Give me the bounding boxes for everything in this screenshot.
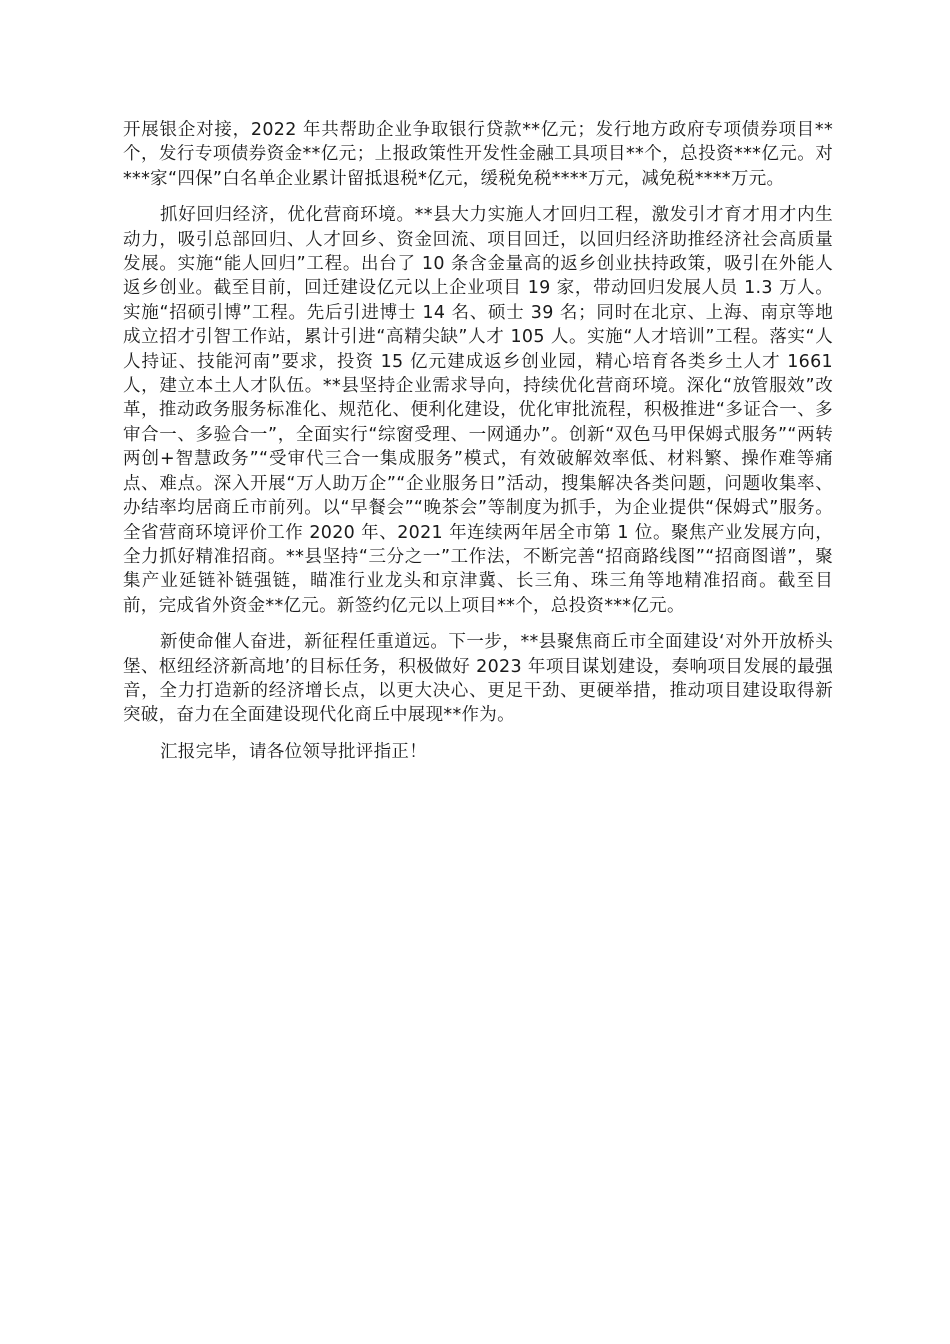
paragraph-next-steps: 新使命催人奋进，新征程任重道远。下一步，**县聚焦商丘市全面建设‘对外开放桥头堡、枢纽经济新高地’的目标任务，积极做好 2023 年项目谋划建设，奏响项目发展的最强音，全力打造新的经济增长点，以更大决心、更足干劲、更硬举措，推动项目建设取得新突破，奋力在全面建设现代化商丘中展现**作为。	[123, 632, 833, 726]
paragraph-returning-economy: 抓好回归经济，优化营商环境。**县大力实施人才回归工程，激发引才育才用才内生动力，吸引总部回归、人才回乡、资金回流、项目回迁，以回归经济助推经济社会高质量发展。实施“能人回归”工程。出台了 10 条含金量高的返乡创业扶持政策，吸引在外能人返乡创业。截至目前，回迁建设亿元以上企业项目 19 家，带动回归发展人员 1.3 万人。实施“招硕引博”工程。先后引进博士 14 名、硕士 39 名；同时在北京、上海、南京等地成立招才引智工作站，累计引进“高精尖缺”人才 105 人。实施“人才培训”工程。落实“人人持证、技能河南”要求，投资 15 亿元建成返乡创业园，精心培育各类乡土人才 1661 人，建立本土人才队伍。**县坚持企业需求导向，持续优化营商环境。深化“放管服效”改革，推动政务服务标准化、规范化、便利化建设，优化审批流程，积极推进“多证合一、多审合一、多验合一”，全面实行“综窗受理、一网通办”。创新“双色马甲保姆式服务”“两转两创+智慧政务”“受审代三合一集成服务”模式，有效破解效率低、材料繁、操作难等痛点、难点。深入开展“万人助万企”“企业服务日”活动，搜集解决各类问题，问题收集率、办结率均居商丘市前列。以“早餐会”“晚茶会”等制度为抓手，为企业提供“保姆式”服务。全省营商环境评价工作 2020 年、2021 年连续两年居全市第 1 位。聚焦产业发展方向，全力抓好精准招商。**县坚持“三分之一”工作法，不断完善“招商路线图”“招商图谱”，聚集产业延链补链强链，瞄准行业龙头和京津冀、长三角、珠三角等地精准招商。截至目前，完成省外资金**亿元。新签约亿元以上项目**个，总投资***亿元。	[123, 205, 833, 616]
paragraph-closing: 汇报完毕，请各位领导批评指正！	[160, 741, 427, 762]
document-body	[123, 118, 833, 776]
paragraph-bank-enterprise: 开展银企对接，2022 年共帮助企业争取银行贷款**亿元；发行地方政府专项债券项目**个，发行专项债券资金**亿元；上报政策性开发性金融工具项目**个，总投资***亿元。对***家“四保”白名单企业累计留抵退税*亿元，缓税免税****万元，减免税****万元。	[123, 120, 833, 189]
